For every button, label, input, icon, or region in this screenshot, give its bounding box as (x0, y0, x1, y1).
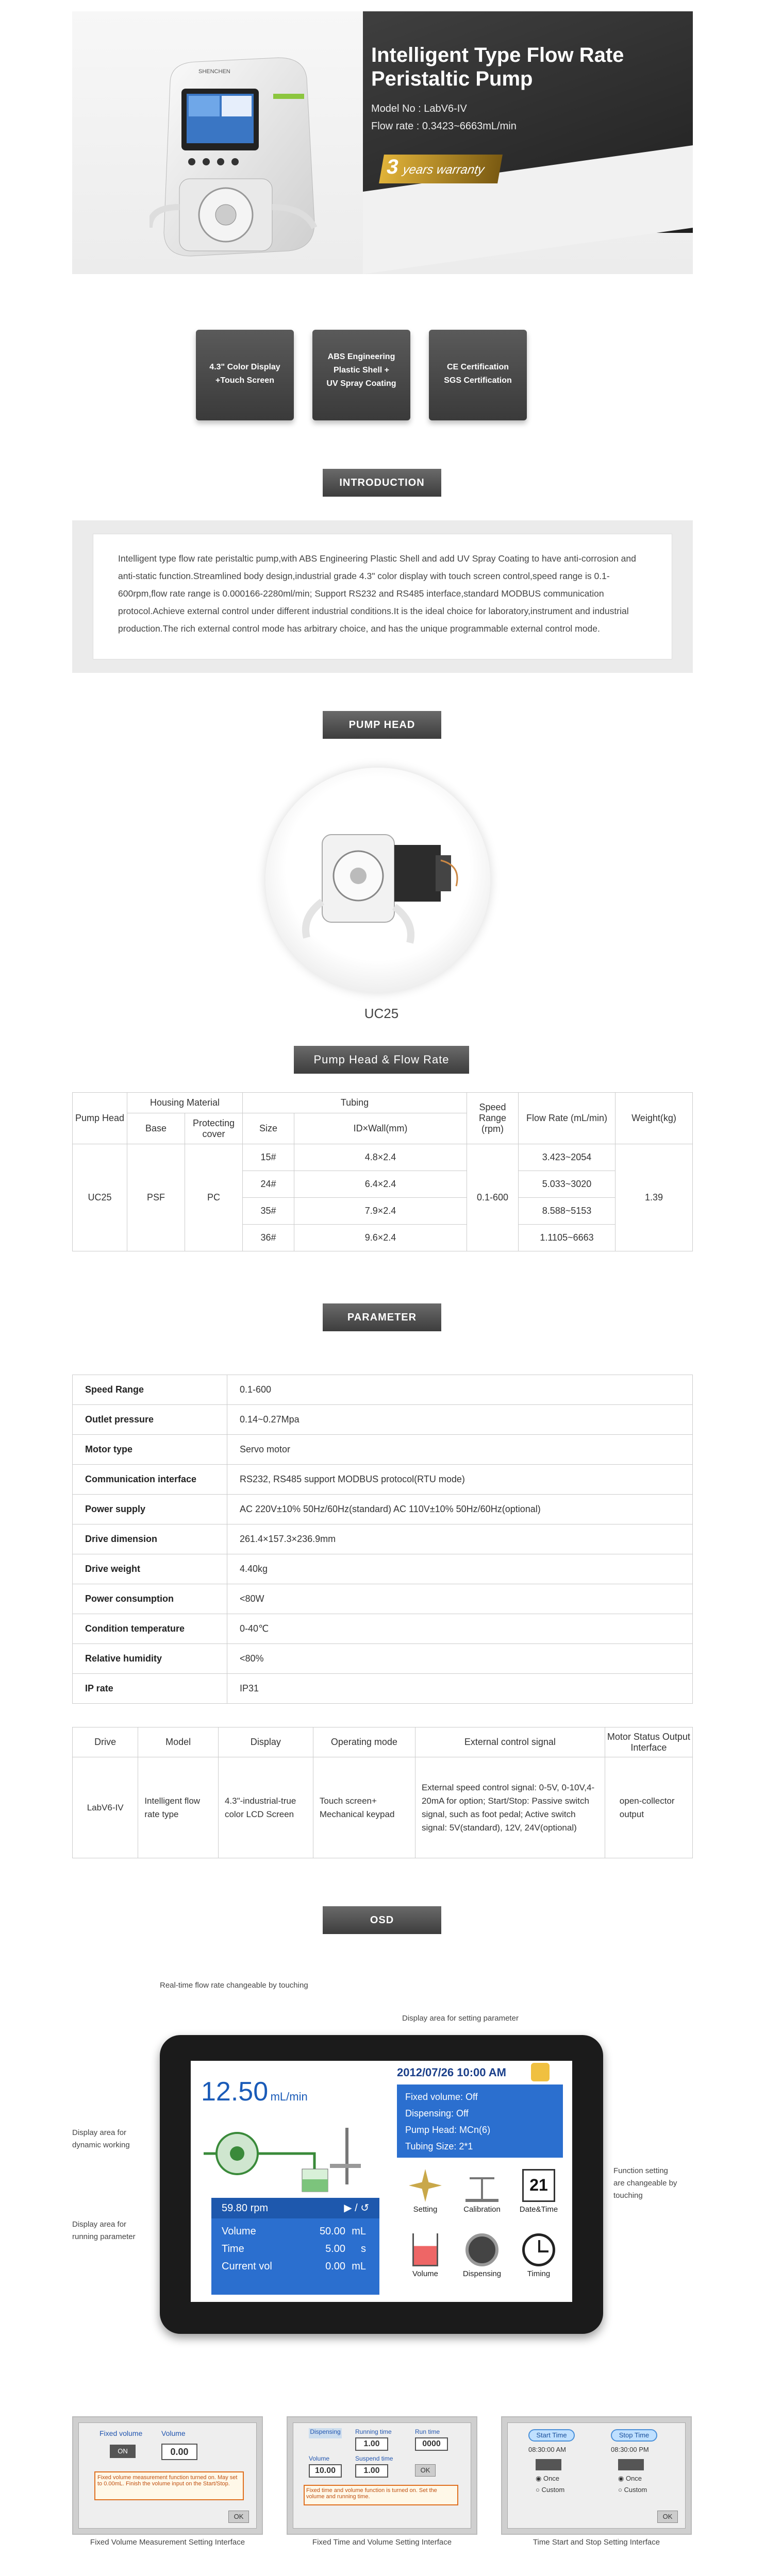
sub2-suspend-input[interactable]: 1.00 (355, 2464, 388, 2478)
sub2-running-label: Running time (355, 2428, 392, 2435)
cell-weight: 1.39 (616, 1144, 693, 1251)
feature-display-line1: 4.3" Color Display (209, 363, 280, 371)
status-fixed-volume: Fixed volume: Off (405, 2092, 478, 2102)
cell-id: 6.4×2.4 (294, 1171, 467, 1198)
param-value: IP31 (227, 1674, 693, 1704)
feature-certification (429, 330, 527, 420)
th-weight: Weight(kg) (616, 1093, 693, 1144)
param-key: Speed Range (73, 1375, 227, 1405)
datetime-button[interactable] (510, 2166, 567, 2230)
feature-display-line2: +Touch Screen (215, 376, 274, 385)
param-value: <80W (227, 1584, 693, 1614)
sub3-radio-custom[interactable]: ○ Custom (618, 2486, 647, 2494)
sub3-radio-once[interactable]: ◉ Once (618, 2475, 642, 2482)
sub3-once-label-start: Once (543, 2475, 560, 2482)
setting-panel (397, 2084, 563, 2158)
cell-mode: Touch screen+ Mechanical keypad (313, 1757, 415, 1858)
sub2-ok-button[interactable]: OK (415, 2464, 436, 2477)
cell-drive: LabV6-IV (73, 1757, 138, 1858)
param-key: IP rate (73, 1674, 227, 1704)
calendar-icon: 21 (522, 2169, 555, 2202)
function-grid (397, 2166, 567, 2295)
current-label: Current vol (222, 2261, 272, 2272)
volume-button[interactable] (397, 2230, 454, 2295)
sub-start-stop (501, 2416, 692, 2535)
drive-header-cell: Model (138, 1727, 219, 1757)
warranty-years-number: 3 (385, 156, 401, 178)
pump-head-caption: UC25 (364, 1006, 399, 1021)
sub3-custom-label-start: Custom (541, 2486, 565, 2494)
sub2-suspend-label: Suspend time (355, 2455, 393, 2462)
calibration-label: Calibration (463, 2205, 501, 2214)
caption-dynamic (72, 2127, 130, 2151)
sub-caption-1: Fixed Volume Measurement Setting Interface (90, 2538, 245, 2547)
param-value: Servo motor (227, 1435, 693, 1465)
introduction-box (72, 520, 693, 673)
th-housing: Housing Material (127, 1093, 243, 1113)
param-key: Motor type (73, 1435, 227, 1465)
hero-title-line2: Peristaltic Pump (371, 67, 533, 90)
volume-value: 50.00 (319, 2226, 345, 2237)
caption-running-2: running parameter (72, 2232, 136, 2241)
sub3-custom-label: Custom (624, 2486, 647, 2494)
sub3-start-time-button[interactable]: Start Time (528, 2429, 575, 2442)
table-row (73, 1757, 693, 1858)
status-pump-head: Pump Head: MCn(6) (405, 2125, 491, 2135)
time-value: 5.00 (325, 2243, 345, 2255)
param-key: Communication interface (73, 1465, 227, 1495)
calibration-button[interactable] (454, 2166, 510, 2230)
param-key: Power supply (73, 1495, 227, 1524)
table-row (73, 1674, 693, 1704)
sub2-volume-label: Volume (309, 2455, 330, 2462)
setting-icon (409, 2169, 442, 2202)
table-row (73, 1524, 693, 1554)
parameter-title: PARAMETER (323, 1303, 441, 1331)
sub3-start-time-value: 08:30:00 AM (528, 2446, 566, 2453)
osd-screen (191, 2061, 572, 2302)
hero-model-number: Model No : LabV6-IV (371, 103, 467, 114)
volume-label-icon: Volume (412, 2269, 439, 2278)
drive-table (72, 1727, 693, 1858)
sub1-toggle[interactable]: ON (110, 2445, 136, 2458)
beaker-icon (412, 2233, 438, 2266)
product-page (72, 0, 693, 2576)
pump-head-image-circle (265, 768, 490, 992)
caption-dynamic-1: Display area for (72, 2128, 127, 2137)
cell-output: open-collector output (605, 1757, 692, 1858)
dispensing-icon (465, 2233, 498, 2266)
th-size: Size (243, 1113, 294, 1144)
pump-head-image (265, 768, 490, 992)
drive-header-cell: Drive (73, 1727, 138, 1757)
cell-model: Intelligent flow rate type (138, 1757, 219, 1858)
th-cover: Protecting cover (185, 1113, 243, 1144)
cell-flow: 5.033~3020 (519, 1171, 616, 1198)
warranty-badge (379, 155, 503, 183)
sub1-volume-input[interactable]: 0.00 (161, 2444, 197, 2460)
table-row (73, 1405, 693, 1435)
param-value: 0-40℃ (227, 1614, 693, 1644)
status-tubing: Tubing Size: 2*1 (405, 2141, 473, 2151)
caption-running (72, 2218, 136, 2243)
dispensing-button[interactable] (454, 2230, 510, 2295)
time-label: Time (222, 2243, 244, 2255)
feature-display (196, 330, 294, 420)
clock-icon (522, 2233, 555, 2266)
caption-dynamic-2: dynamic working (72, 2141, 130, 2149)
sub2-running-input[interactable]: 1.00 (355, 2437, 388, 2451)
sub-fixed-time (287, 2416, 477, 2535)
table-row (73, 1435, 693, 1465)
caption-setting: Display area for setting parameter (402, 2014, 519, 2023)
caption-function-3: touching (613, 2191, 643, 2200)
feature-shell-line1: ABS Engineering (327, 352, 395, 361)
cell-id: 4.8×2.4 (294, 1144, 467, 1171)
table-row (73, 1465, 693, 1495)
datetime-label: Date&Time (519, 2205, 558, 2214)
setting-label: Setting (413, 2205, 438, 2214)
dispensing-label: Dispensing (462, 2269, 502, 2278)
param-key: Drive weight (73, 1554, 227, 1584)
param-value: 261.4×157.3×236.9mm (227, 1524, 693, 1554)
table-row (73, 1614, 693, 1644)
sub1-ok-button[interactable]: OK (228, 2511, 249, 2523)
osd-tablet (160, 2035, 603, 2334)
introduction-title: INTRODUCTION (323, 469, 441, 497)
flow-unit: mL/min (270, 2090, 308, 2103)
th-idwall: ID×Wall(mm) (294, 1113, 467, 1144)
th-speed: Speed Range (rpm) (467, 1093, 519, 1144)
cell-pump: UC25 (73, 1144, 127, 1251)
pump-product-image (149, 53, 325, 274)
sub3-radio-custom-start[interactable]: ○ Custom (536, 2486, 565, 2494)
sub-fixed-volume (72, 2416, 263, 2535)
dynamic-working-diagram (201, 2117, 387, 2195)
cell-size: 35# (243, 1198, 294, 1225)
sub3-ok-button[interactable]: OK (657, 2511, 678, 2523)
sub2-runtime-input[interactable]: 0000 (415, 2437, 448, 2451)
sub3-stop-time-value: 08:30:00 PM (611, 2446, 649, 2453)
caption-realtime: Real-time flow rate changeable by touching (160, 1981, 308, 1990)
table-row (73, 1375, 693, 1405)
param-key: Outlet pressure (73, 1405, 227, 1435)
setting-button[interactable] (397, 2166, 454, 2230)
cell-speed: 0.1-600 (467, 1144, 519, 1251)
cell-signal: External speed control signal: 0-5V, 0-10V,4-20mA for option; Start/Stop: Passive switch signal, such as foot pedal; Active switch signal: 5V(standard), 12V, 24V(optional) (415, 1757, 605, 1858)
parameter-table (72, 1375, 693, 1704)
caption-function (613, 2165, 677, 2202)
sub2-volume-input[interactable]: 10.00 (309, 2464, 342, 2478)
brand-logo-text: SHENCHEN (198, 69, 230, 75)
caption-running-1: Display area for (72, 2220, 127, 2229)
param-value: RS232, RS485 support MODBUS protocol(RTU mode) (227, 1465, 693, 1495)
hero-title-line1: Intelligent Type Flow Rate (371, 44, 624, 66)
feature-shell-line2: Plastic Shell + (333, 366, 390, 375)
cell-id: 9.6×2.4 (294, 1225, 467, 1251)
cell-flow: 3.423~2054 (519, 1144, 616, 1171)
param-value: AC 220V±10% 50Hz/60Hz(standard) AC 110V±10% 50Hz/60Hz(optional) (227, 1495, 693, 1524)
calibration-icon (465, 2169, 498, 2202)
th-pump-head: Pump Head (73, 1093, 127, 1144)
feature-shell (312, 330, 410, 420)
running-panel (211, 2198, 379, 2295)
feature-shell-line3: UV Spray Coating (326, 379, 396, 388)
th-base: Base (127, 1113, 185, 1144)
rpm-value: 59.80 rpm (222, 2202, 269, 2214)
sub-caption-3: Time Start and Stop Setting Interface (533, 2538, 660, 2547)
warranty-years-text: years warranty (402, 163, 486, 177)
sub1-volume-label: Volume (161, 2429, 186, 2437)
cell-size: 36# (243, 1225, 294, 1251)
play-direction-icon[interactable]: ▶ / ↺ (344, 2202, 369, 2214)
current-value: 0.00 (325, 2261, 345, 2272)
cell-flow: 8.588~5153 (519, 1198, 616, 1225)
pump-head-title: PUMP HEAD (323, 711, 441, 739)
introduction-text: Intelligent type flow rate peristaltic pump,with ABS Engineering Plastic Shell and add UV Spray Coating to have anti-corrosion and anti-static function.Streamlined body design,industrial grade 4.3" color display with touch screen control,speed range is 0.1-600rpm,flow rate range is 0.000166-2280ml/min; Support RS232 and RS485 interface,standard MODBUS communication protocol.Achieve external control under different industrial conditions.It is the ideal choice for laboratory,instrument and industrial production.The rich external control mode has arbitrary choice, and has the unique programmable external control mode. (93, 534, 672, 659)
th-tubing: Tubing (243, 1093, 467, 1113)
hero-title (371, 43, 660, 91)
sub3-radio-once-start[interactable]: ◉ Once (536, 2475, 560, 2482)
table-row (73, 1144, 693, 1171)
sub1-fixed-label: Fixed volume (99, 2429, 143, 2437)
current-unit: mL (352, 2261, 366, 2272)
sub-caption-2: Fixed Time and Volume Setting Interface (312, 2538, 452, 2547)
sub3-once-label: Once (625, 2475, 642, 2482)
param-value: <80% (227, 1644, 693, 1674)
status-dispensing: Dispensing: Off (405, 2108, 469, 2119)
param-key: Power consumption (73, 1584, 227, 1614)
sub2-runtime-label: Run time (415, 2428, 440, 2435)
cell-cover: PC (185, 1144, 243, 1251)
sub2-note: Fixed time and volume function is turned on. Set the volume and running time. (304, 2485, 458, 2505)
param-value: 4.40kg (227, 1554, 693, 1584)
drive-header-cell: Motor Status Output Interface (605, 1727, 692, 1757)
caption-function-2: are changeable by (613, 2179, 677, 2188)
datetime: 2012/07/26 10:00 AM (397, 2066, 506, 2079)
hero-flow-rate: Flow rate : 0.3423~6663mL/min (371, 121, 517, 132)
feature-cert-line1: CE Certification (446, 363, 509, 371)
drive-header-cell: Display (218, 1727, 313, 1757)
table-row (73, 1554, 693, 1584)
cell-id: 7.9×2.4 (294, 1198, 467, 1225)
feature-cert-line2: SGS Certification (444, 376, 512, 385)
time-unit: s (361, 2243, 366, 2255)
timing-label: Timing (527, 2269, 551, 2278)
flow-display[interactable] (201, 2076, 308, 2107)
table-row (73, 1584, 693, 1614)
param-key: Relative humidity (73, 1644, 227, 1674)
osd-title: OSD (323, 1906, 441, 1934)
param-key: Condition temperature (73, 1614, 227, 1644)
table-row (73, 1644, 693, 1674)
param-key: Drive dimension (73, 1524, 227, 1554)
hero-banner (72, 11, 693, 274)
param-value: 0.14~0.27Mpa (227, 1405, 693, 1435)
volume-unit: mL (352, 2226, 366, 2237)
sub2-dispensing-label: Dispensing (309, 2428, 342, 2438)
drive-header-cell: Operating mode (313, 1727, 415, 1757)
volume-label: Volume (222, 2226, 256, 2237)
cell-size: 15# (243, 1144, 294, 1171)
sub3-stop-time-button[interactable]: Stop Time (611, 2429, 657, 2442)
cell-display: 4.3"-industrial-true color LCD Screen (218, 1757, 313, 1858)
th-flow: Flow Rate (mL/min) (519, 1093, 616, 1144)
cell-size: 24# (243, 1171, 294, 1198)
table-row (73, 1495, 693, 1524)
caption-function-1: Function setting (613, 2166, 668, 2175)
flow-rate-table (72, 1092, 693, 1251)
cell-base: PSF (127, 1144, 185, 1251)
param-value: 0.1-600 (227, 1375, 693, 1405)
flow-table-title: Pump Head & Flow Rate (294, 1046, 469, 1074)
drive-header-cell: External control signal (415, 1727, 605, 1757)
settings-badge-icon (531, 2063, 550, 2081)
sub1-note: Fixed volume measurement function turned on. May set to 0.00mL. Finish the volume input on the Start/Stop. (94, 2471, 244, 2500)
flow-value: 12.50 (201, 2077, 269, 2107)
cell-flow: 1.1105~6663 (519, 1225, 616, 1251)
timing-button[interactable] (510, 2230, 567, 2295)
